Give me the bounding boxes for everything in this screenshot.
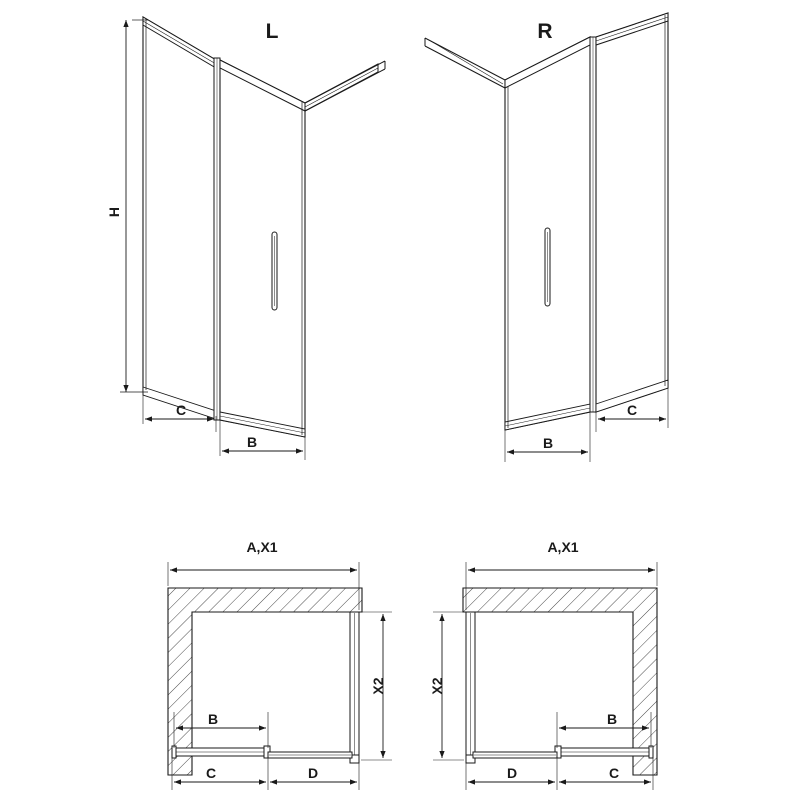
dimension-label-C-plan-right: C: [608, 765, 620, 781]
view-title-right: R: [537, 20, 553, 43]
dimension-X2-left: [361, 612, 392, 760]
dimension-label-X2-left: X2: [370, 677, 386, 695]
view-elevation-left: [106, 17, 385, 460]
dimension-label-D-plan-right: D: [506, 765, 518, 781]
corner-post-right: [590, 37, 596, 412]
dimension-label-C-right: C: [626, 402, 638, 418]
view-title-left: L: [265, 20, 279, 43]
dimension-label-D-plan-left: D: [307, 765, 319, 781]
view-plan-right: [429, 539, 657, 790]
dimension-label-B-plan-right: B: [606, 711, 618, 727]
dimension-D-C-plan-right: [466, 758, 653, 790]
side-panel-plan-right: [466, 612, 475, 763]
door-handle-left: [272, 232, 277, 310]
corner-post-left: [214, 58, 220, 420]
side-panel-plan-left: [350, 612, 359, 763]
dimension-X2-right: [429, 612, 464, 760]
dimension-label-A-X1-left: A,X1: [246, 539, 278, 555]
dimension-label-A-X1-right: A,X1: [547, 539, 579, 555]
dimension-label-C-left: C: [175, 402, 187, 418]
fixed-panel-right: [596, 13, 668, 412]
dimension-label-X2-right: X2: [429, 677, 445, 695]
view-elevation-right: [425, 13, 668, 462]
top-beam-right: [425, 38, 505, 88]
dimension-label-B-right: B: [542, 435, 554, 451]
door-handle-right: [545, 228, 550, 306]
dimension-label-C-plan-left: C: [205, 765, 217, 781]
dimension-H-left: [106, 20, 148, 392]
dimension-label-H: H: [106, 206, 122, 218]
door-plan-left: [172, 746, 352, 758]
fixed-panel-left: [143, 17, 216, 419]
view-plan-left: [168, 539, 392, 790]
dimension-C-D-plan-left: [172, 758, 359, 790]
door-plan-right: [473, 746, 653, 758]
dimension-label-B-plan-left: B: [207, 711, 219, 727]
dimension-label-B-left: B: [246, 434, 258, 450]
door-panel-left: [220, 60, 385, 437]
